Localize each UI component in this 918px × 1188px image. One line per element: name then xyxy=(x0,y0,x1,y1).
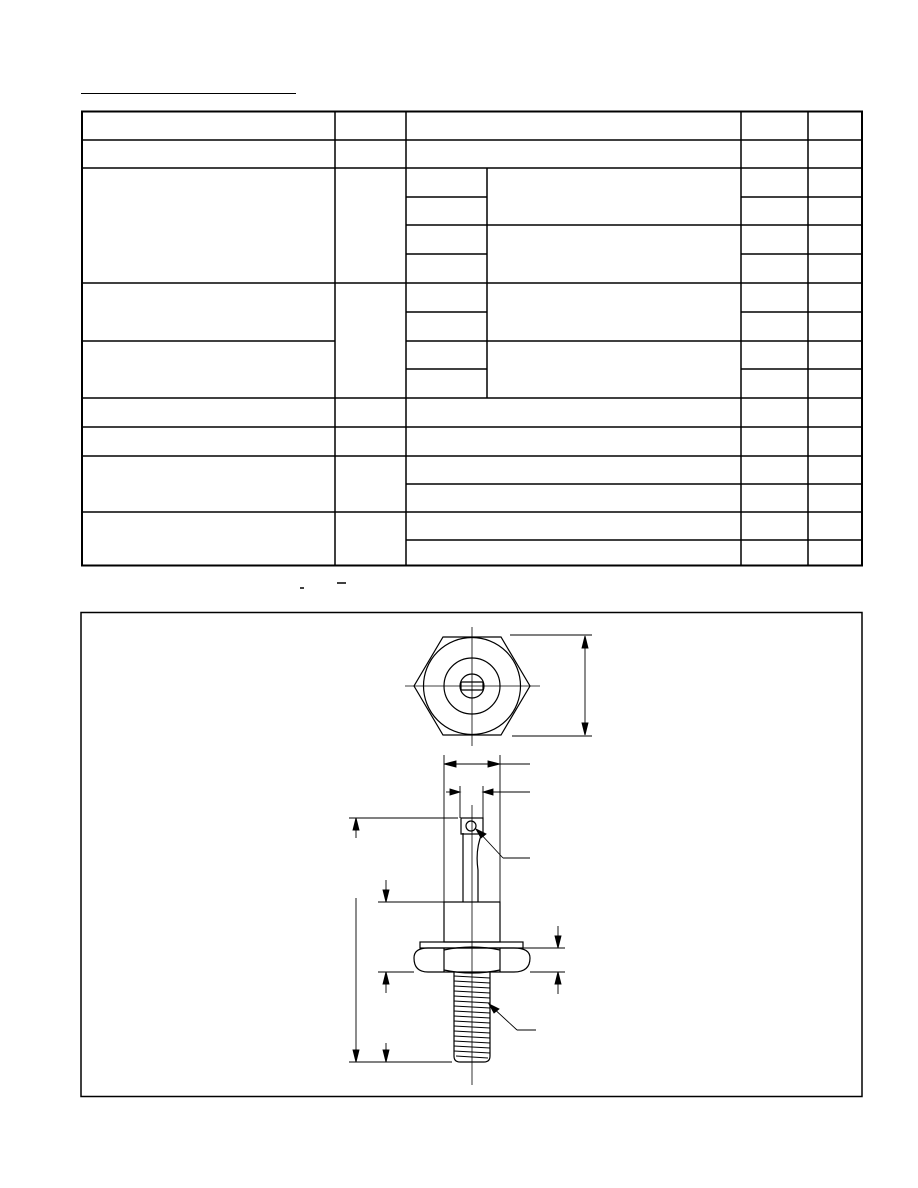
body-width-dimension xyxy=(444,761,530,767)
top-view xyxy=(405,627,592,746)
overall-length-dimension xyxy=(349,818,458,1062)
lead-right xyxy=(477,833,482,902)
drawing-frame xyxy=(81,613,862,1097)
terminal-hole-leader xyxy=(476,829,530,858)
lead-length-dimension xyxy=(378,880,444,902)
terminal-hole xyxy=(466,821,476,831)
stud-length-dimension xyxy=(378,972,414,1062)
thread-leader xyxy=(489,1004,536,1030)
nut-thickness-dimension xyxy=(523,926,565,994)
across-flats-dimension xyxy=(582,636,588,735)
lug-width-dimension xyxy=(446,789,530,795)
